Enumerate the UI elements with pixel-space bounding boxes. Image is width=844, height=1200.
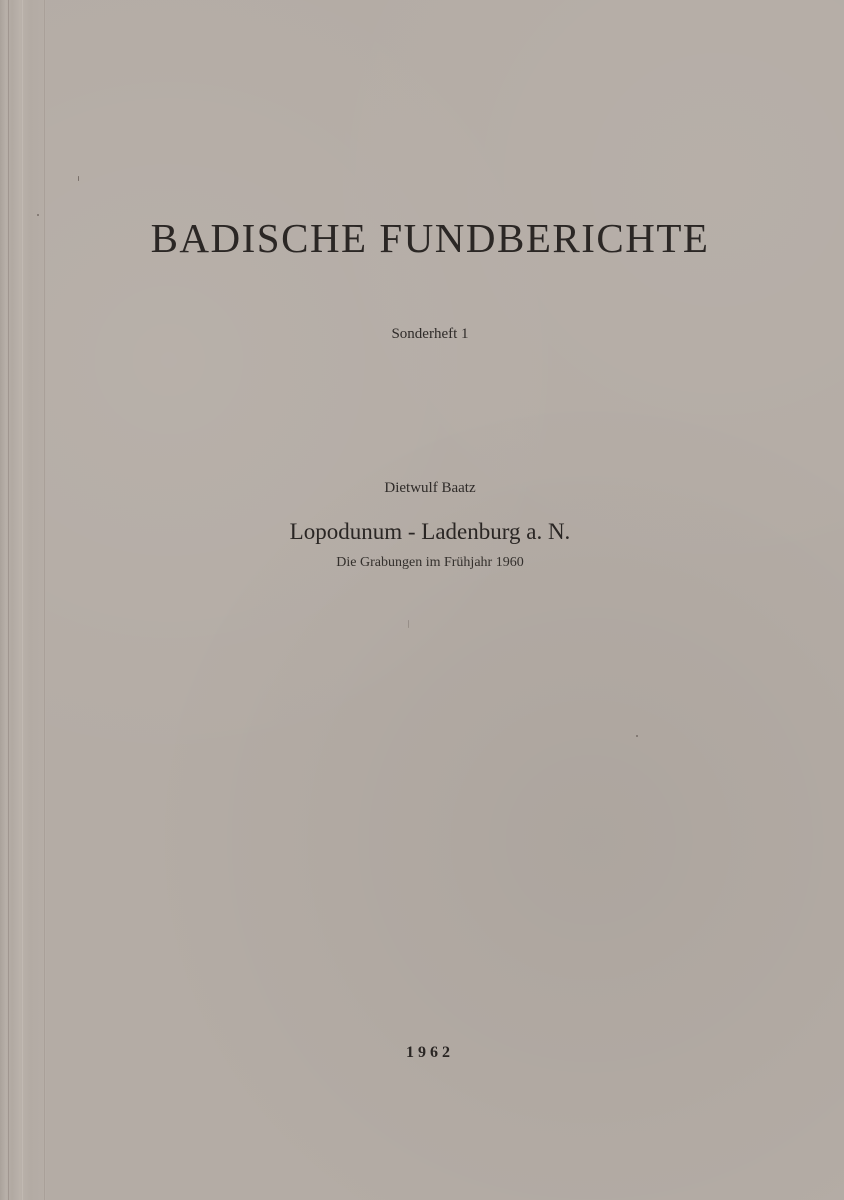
issue-label: Sonderheft 1 [391,326,469,342]
publication-year: 1962 [406,1044,454,1061]
paper-speck [37,214,39,216]
paper-speck [636,735,638,737]
paper-speck [78,176,79,181]
spine-crease [44,0,45,1200]
spine-edge [0,0,46,1200]
paper-speck [408,620,409,628]
series-title: BADISCHE FUNDBERICHTE [150,215,710,261]
book-title: Lopodunum - Ladenburg a. N. [289,519,571,544]
spine-crease [22,0,23,1200]
book-subtitle: Die Grabungen im Frühjahr 1960 [336,555,524,570]
spine-crease [8,0,9,1200]
author-name: Dietwulf Baatz [384,480,476,496]
